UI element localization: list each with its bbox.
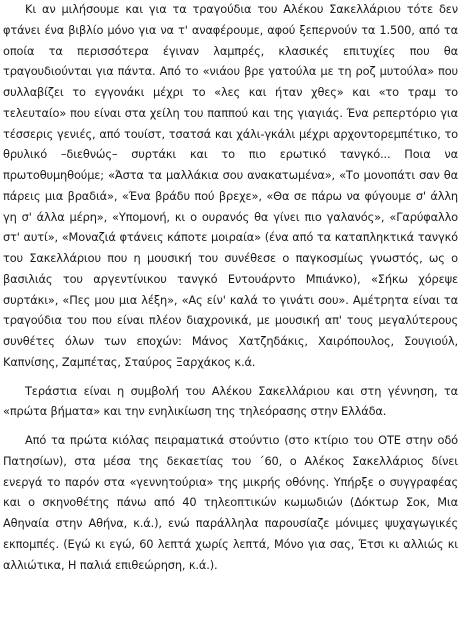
document-page (3, 0, 458, 575)
paragraph-tv-studio: Από τα πρώτα κιόλας πειραματικά στούντιο (στο κτίριο του ΟΤΕ στην οδό Πατησίων), στα μέσα της δεκαετίας του ΄60, ο Αλέκος Σακελλάριος δίνει ενεργά το παρόν στα «γεννητούρια» της μικρής οθόνης. Υπήρξε ο συγγραφέας και ο σκηνοθέτης πάνω από 40 τηλεοπτικών κωμωδιών (Δόκτωρ Σοκ, Μια Αθηναία στην Αθήνα, κ.ά.), ενώ παράλληλα παρουσίαζε μόνιμες ψυχαγωγικές εκπομπές. (Εγώ κι εγώ, 60 λεπτά χωρίς λεπτά, Μόνο για σας, Έτσι κι αλλιώς κι αλλιώτικα, Η παλιά επιθεώρηση, κ.ά.). (3, 433, 458, 572)
paragraph-television-contribution: Τεράστια είναι η συμβολή του Αλέκου Σακελλάριου και στη γέννηση, τα «πρώτα βήματα» και την ενηλικίωση της τηλεόρασης στην Ελλάδα. (3, 383, 458, 419)
paragraph-songs: Κι αν μιλήσουμε και για τα τραγούδια του Αλέκου Σακελλάριου τότε δεν φτάνει ένα βιβλίο μόνο για να τ' αναφέρουμε, αφού ξεπερνούν τα 1.500, από τα οποία τα περισσότερα έγιναν λαμπρές, κλασικές επιτυχίες που θα τραγουδιούνται για πάντα. Από το «νιάου βρε γατούλα με τη ροζ μυτούλα» που συλλαβίζει το εγγονάκι μέχρι το «λες και ήταν χθες» και «το τραμ το τελευταίο» που είναι στα χείλη του παππού και της γιαγιάς. Ένα ρεπερτόριο για τέσσερις γενιές, από τουίστ, τσατσά και χάλι-γκάλι μέχρι αρχοντορεμπέτικο, το θρυλικό –διεθνώς– συρτάκι και το πιο ερωτικό τανγκό... Ποια να πρωτοθυμηθούμε; «Άστα τα μαλλάκια σου ανακατωμένα», «Το μονοπάτι σαν θα πάρεις μια βραδιά», «Ένα βράδυ πού βρεχε», «Θα σε πάρω να φύγουμε σ' άλλη γη σ' άλλα μέρη», «Υπομονή, κι ο ουρανός θα γίνει πιο γαλανός», «Γαρύφαλλο στ' αυτί», «Μοναζιά φτάνεις κάποτε μοιραία» (ένα από τα καταπληκτικά τανγκό του Σακελλάριου που η μουσική του συνέθεσε ο παγκοσμίως γνωστός, ως ο βασιλιάς του αργεντίνικου τανγκό Εντουάρντο Μπιάνκο), «Σήκω χόρεψε συρτάκι», «Πες μου μια λέξη», «Ας είν' καλά το γινάτι σου». Αμέτρητα είναι τα τραγούδια του που είναι πλέον διαχρονικά, με μουσική απ' τους μεγαλύτερους συνθέτες όλων των εποχών: Μάνος Χατζηδάκις, Χαιρόπουλος, Σουγιούλ, Καπνίσης, Ζαμπέτας, Σταύρος Ξαρχάκος κ.ά. (3, 2, 458, 369)
